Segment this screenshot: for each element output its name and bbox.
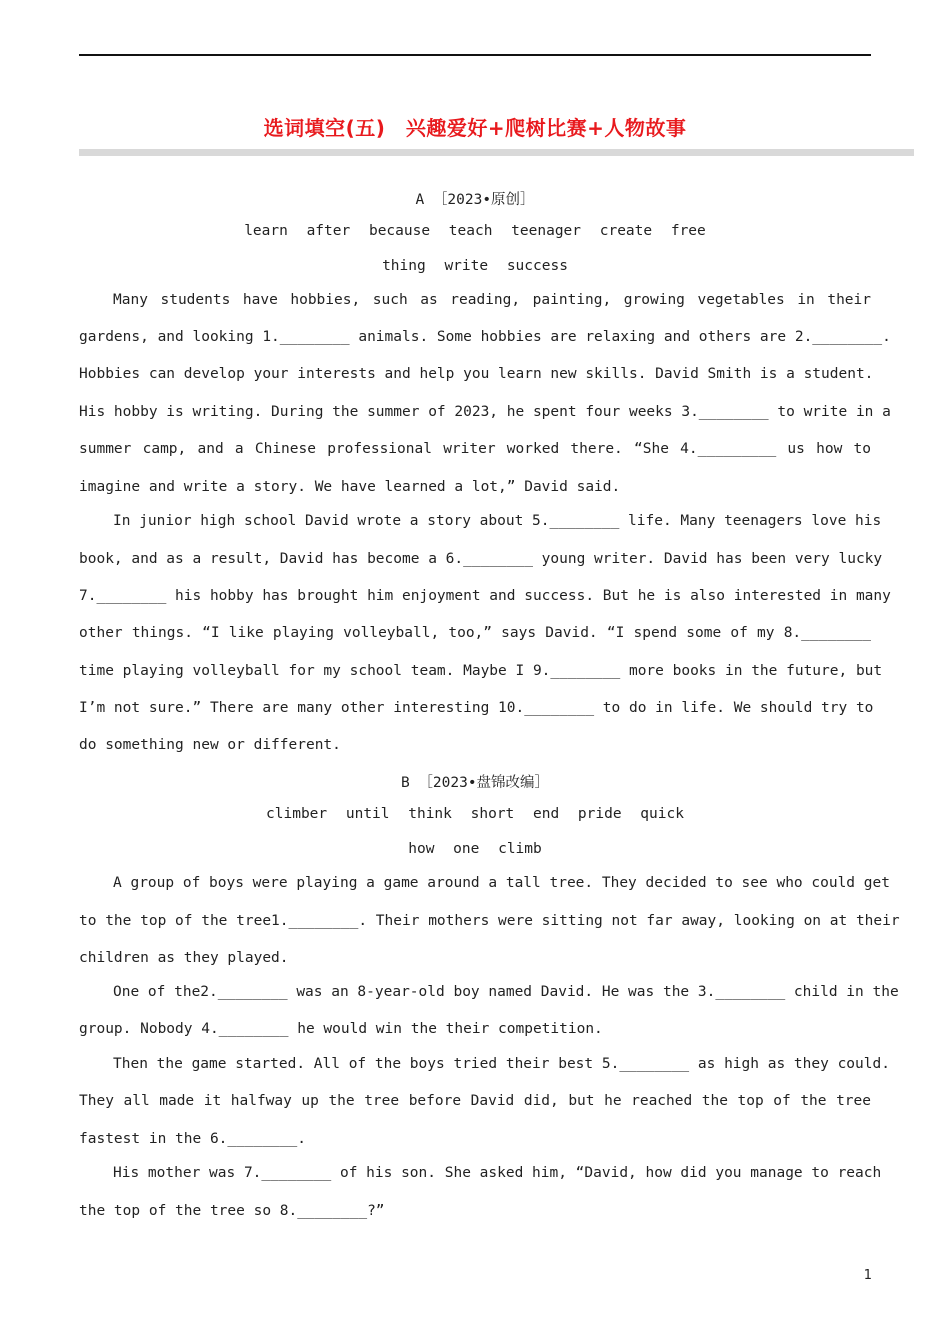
section-a-word-bank-row-2: thing write success	[382, 258, 568, 274]
section-b-line: His mother was 7.________ of his son. She asked him, “David, how did you manage to reach	[113, 1165, 882, 1181]
section-b-line: Then the game started. All of the boys tried their best 5.________ as high as they could.	[113, 1056, 890, 1072]
title-underline-bar	[79, 149, 914, 156]
section-b-line: fastest in the 6.________.	[79, 1131, 306, 1147]
section-a-line: gardens, and looking 1.________ animals. Some hobbies are relaxing and others are 2.________.	[79, 329, 891, 345]
section-a-line: book, and as a result, David has become a 6.________ young writer. David has been very lucky	[79, 551, 883, 567]
section-b-heading: B ［2023•盘锦改编］	[400, 775, 550, 791]
section-a-line: In junior high school David wrote a story about 5.________ life. Many teenagers love his	[113, 513, 882, 529]
section-b-line: A group of boys were playing a game around a tall tree. They decided to see who could get	[113, 875, 890, 891]
section-a-line: Hobbies can develop your interests and help you learn new skills. David Smith is a student.	[79, 366, 874, 382]
section-b-line: children as they played.	[79, 950, 289, 966]
header-rule	[79, 54, 871, 56]
section-a-line: imagine and write a story. We have learned a lot,” David said.	[79, 479, 621, 495]
section-b-line: group. Nobody 4.________ he would win the their competition.	[79, 1021, 603, 1037]
section-a-line: I’m not sure.” There are many other interesting 10.________ to do in life. We should try to	[79, 700, 874, 716]
section-a-line: do something new or different.	[79, 737, 341, 753]
section-a-line: time playing volleyball for my school team. Maybe I 9.________ more books in the future, but	[79, 663, 883, 679]
section-a-word-bank-row-1: learn after because teach teenager create free	[244, 223, 706, 239]
section-a-line: Many students have hobbies, such as reading, painting, growing vegetables in their	[113, 292, 871, 308]
section-a-line: other things. “I like playing volleyball, too,” says David. “I spend some of my 8.________	[79, 625, 871, 641]
section-b-line: One of the2.________ was an 8-year-old boy named David. He was the 3.________ child in the	[113, 984, 899, 1000]
section-a-line: His hobby is writing. During the summer of 2023, he spent four weeks 3.________ to write in a	[79, 404, 891, 420]
section-b-line: the top of the tree so 8.________?”	[79, 1203, 385, 1219]
page-title: 选词填空(五) 兴趣爱好+爬树比赛+人物故事	[263, 116, 687, 140]
section-b-line: to the top of the tree1.________. Their mothers were sitting not far away, looking on at their	[79, 913, 900, 929]
section-b-word-bank-row-1: climber until think short end pride quick	[266, 806, 684, 822]
section-b-line: They all made it halfway up the tree before David did, but he reached the top of the tree	[79, 1093, 871, 1109]
section-a-line: summer camp, and a Chinese professional writer worked there. “She 4._________ us how to	[79, 441, 871, 457]
section-a-heading: A ［2023•原创］	[415, 192, 535, 208]
page-number: 1	[863, 1268, 872, 1283]
section-b-word-bank-row-2: how one climb	[408, 841, 542, 857]
section-a-line: 7.________ his hobby has brought him enjoyment and success. But he is also interested in many	[79, 588, 891, 604]
